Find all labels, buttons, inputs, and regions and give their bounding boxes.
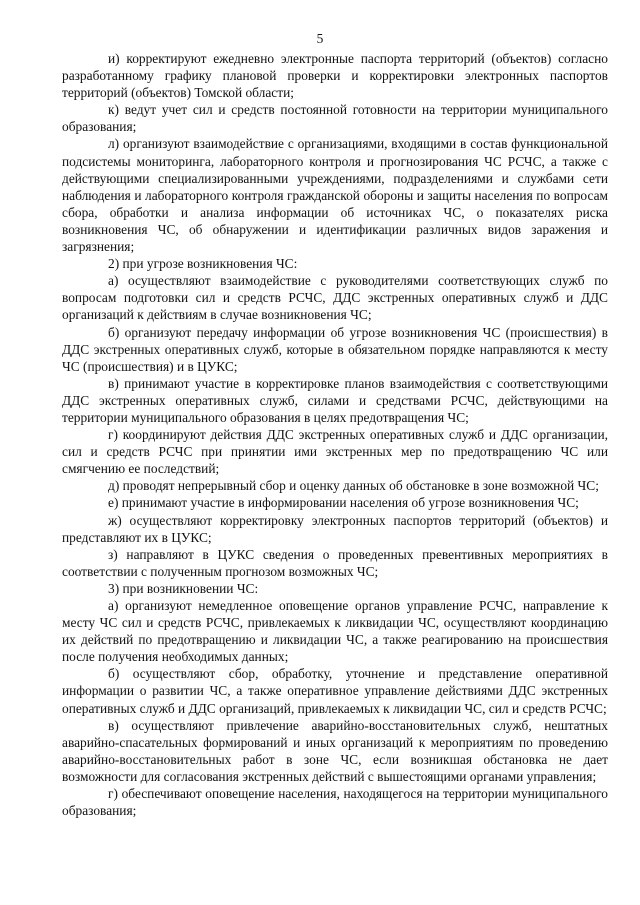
paragraph: е) принимают участие в информировании населения об угрозе возникновения ЧС; [108,495,579,511]
paragraph: з) направляют в ЦУКС сведения о проведенных превентивных мероприятиях в соответствии с полученным прогнозом возможных ЧС; [62,546,608,579]
paragraph: ж) осуществляют корректировку электронных паспортов территорий (объектов) и представляют их в ЦУКС; [62,512,608,545]
section-heading: 3) при возникновении ЧС: [108,580,259,596]
paragraph: б) организуют передачу информации об угрозе возникновения ЧС (происшествия) в ДДС экстренных оперативных служб, которые в обязательном порядке направляются к месту ЧС (происшествия) и в ЦУКС; [62,324,608,374]
section-heading: 2) при угрозе возникновения ЧС: [108,256,298,272]
paragraph: в) принимают участие в корректировке планов взаимодействия с соответствующими ДДС экстренных оперативных служб, силами и средствами РСЧС, действующими на территории муниципального образования в целях предотвращения ЧС; [62,375,608,425]
document-body [62,50,608,819]
paragraph: г) обеспечивают оповещение населения, находящегося на территории муниципального образования; [62,786,608,819]
paragraph: л) организуют взаимодействие с организациями, входящими в состав функциональной подсистемы мониторинга, лабораторного контроля и прогнозирования ЧС РСЧС, а также с действующими специализированными учреждениями, подразделениями и службами сети наблюдения и лабораторного контроля гражданской обороны и защиты населения по вопросам сбора, обработки и анализа информации об источниках ЧС, о показателях риска возникновения ЧС, об обнаружении и идентификации различных видов заражения и загрязнения; [62,136,608,255]
paragraph: г) координируют действия ДДС экстренных оперативных служб и ДДС организации, сил и средств РСЧС при принятии ими экстренных мер по предотвращению ЧС или смягчению ее последствий; [62,427,608,477]
paragraph: д) проводят непрерывный сбор и оценку данных об обстановке в зоне возможной ЧС; [108,478,599,494]
paragraph: а) осуществляют взаимодействие с руководителями соответствующих служб по вопросам подготовки сил и средств РСЧС, ДДС экстренных оперативных служб и ДДС организаций к действиям в случае возникновения ЧС; [62,273,608,323]
page-number: 5 [316,31,324,46]
paragraph: и) корректируют ежедневно электронные паспорта территорий (объектов) согласно разработанному графику плановой проверки и корректировки электронных паспортов территорий (объектов) Томской области; [62,51,608,101]
paragraph: а) организуют немедленное оповещение органов управление РСЧС, направление к месту ЧС сил и средств РСЧС, привлекаемых к ликвидации ЧС, осуществляют координацию их действий по предотвращению и ликвидации ЧС, а также реагированию на происшествия после получения необходимых данных; [62,598,608,665]
paragraph: б) осуществляют сбор, обработку, уточнение и представление оперативной информации о развитии ЧС, а также оперативное управление действиями ДДС экстренных оперативных служб и ДДС организаций, привлекаемых к ликвидации ЧС, сил и средств РСЧС; [62,666,608,716]
paragraph: к) ведут учет сил и средств постоянной готовности на территории муниципального образования; [62,102,608,135]
paragraph: в) осуществляют привлечение аварийно-восстановительных служб, нештатных аварийно-спасательных формирований и иных организаций к мероприятиям по проведению аварийно-восстановительных работ в зоне ЧС, если возникшая обстановка не дает возможности для согласования экстренных действий с вышестоящими органами управления; [62,717,608,784]
